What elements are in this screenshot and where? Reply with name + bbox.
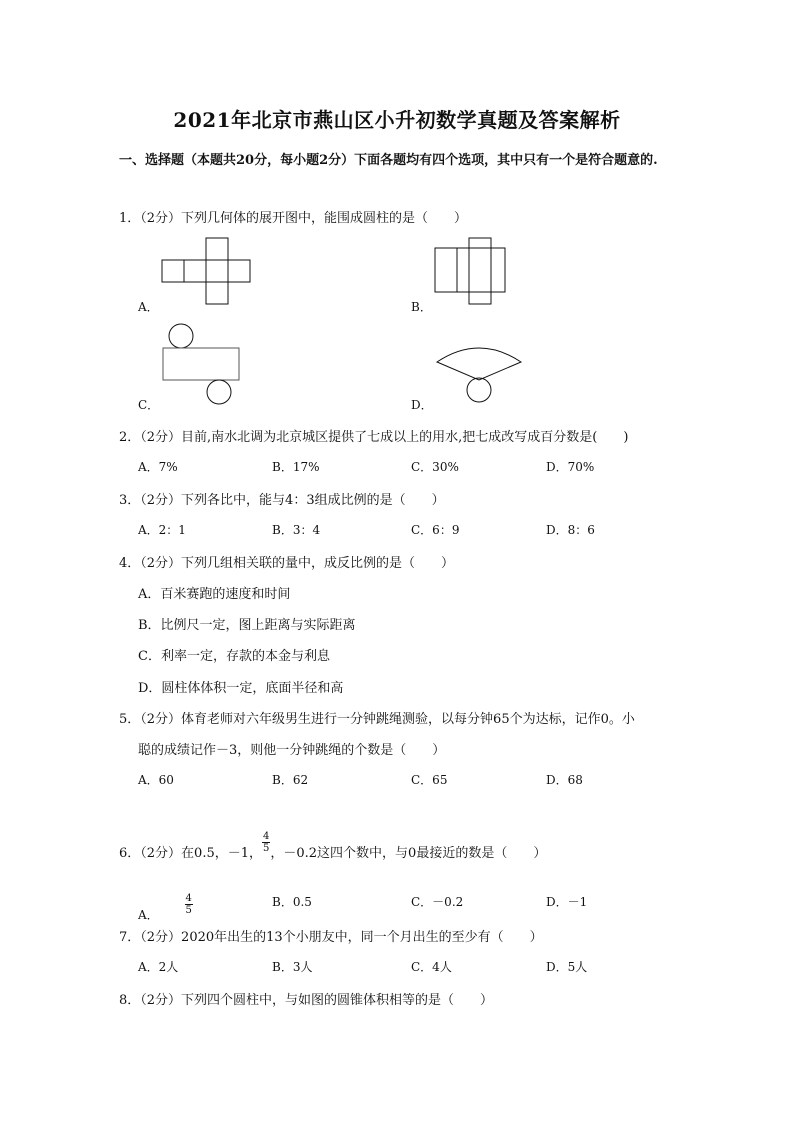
- q7-option-c: C．4人: [411, 960, 452, 974]
- q3-option-b: B．3：4: [272, 523, 321, 537]
- q6-option-a-fraction: [185, 893, 193, 916]
- question-7-text: 7．（2分）2020年出生的13个小朋友中，同一个月出生的至少有（ ）: [119, 930, 543, 945]
- q6-option-b: B．0.5: [272, 895, 312, 909]
- question-3-text: 3．（2分）下列各比中，能与4：3组成比例的是（ ）: [119, 493, 445, 508]
- question-2-text: 2．（2分）目前,南水北调为北京城区提供了七成以上的用水,把七成改写成百分数是( ): [119, 430, 629, 445]
- q5-option-a: A．60: [138, 773, 174, 787]
- q6-option-a-label: A．: [138, 908, 159, 922]
- fraction-denominator: 5: [263, 843, 270, 854]
- q1-option-d-label: D．: [411, 398, 433, 412]
- q5-option-d: D．68: [546, 773, 583, 787]
- option-b-prism-net-figure: [433, 236, 509, 308]
- option-a-cube-net-figure: [160, 236, 260, 308]
- fraction-denominator: 5: [185, 905, 192, 916]
- question-5-text-line2: 聪的成绩记作－3，则他一分钟跳绳的个数是（ ）: [138, 743, 446, 758]
- fraction-numerator: 4: [185, 893, 192, 904]
- q7-option-d: D．5人: [546, 960, 588, 974]
- fraction-numerator: 4: [263, 831, 270, 842]
- q4-option-d: D．圆柱体体积一定，底面半径和高: [138, 681, 344, 696]
- q4-option-b: B．比例尺一定，图上距离与实际距离: [138, 618, 356, 633]
- question-6-text-post: ，－0.2这四个数中，与0最接近的数是（ ）: [270, 846, 547, 861]
- q4-option-a: A．百米赛跑的速度和时间: [138, 587, 291, 602]
- q2-option-b: B．17%: [272, 460, 320, 474]
- option-c-cylinder-net-figure: [160, 322, 244, 406]
- question-8-text: 8．（2分）下列四个圆柱中，与如图的圆锥体积相等的是（ ）: [119, 993, 494, 1008]
- question-6-text: [119, 831, 546, 861]
- q2-option-d: D．70%: [546, 460, 595, 474]
- q2-option-c: C．30%: [411, 460, 459, 474]
- q3-option-c: C．6：9: [411, 523, 460, 537]
- q6-option-c: C．－0.2: [411, 895, 464, 909]
- question-1-text: 1．（2分）下列几何体的展开图中，能围成圆柱的是（ ）: [119, 211, 468, 226]
- option-d-cone-net-figure: [434, 340, 526, 406]
- q1-option-b-label: B．: [411, 300, 432, 314]
- page-title: 2021年北京市燕山区小升初数学真题及答案解析: [173, 108, 621, 132]
- q5-option-b: B．62: [272, 773, 309, 787]
- q4-option-c: C．利率一定，存款的本金与利息: [138, 649, 330, 664]
- question-6-text-pre: 6．（2分）在0.5，－1，: [119, 846, 262, 861]
- q6-option-a: [138, 893, 193, 923]
- question-4-text: 4．（2分）下列几组相关联的量中，成反比例的是（ ）: [119, 556, 455, 571]
- q2-option-a: A．7%: [138, 460, 178, 474]
- q7-option-a: A．2人: [138, 960, 179, 974]
- question-5-text-line1: 5．（2分）体育老师对六年级男生进行一分钟跳绳测验，以每分钟65个为达标，记作0。小: [119, 712, 635, 727]
- q3-option-a: A．2：1: [138, 523, 186, 537]
- q3-option-d: D．8：6: [546, 523, 595, 537]
- q7-option-b: B．3人: [272, 960, 313, 974]
- q5-option-c: C．65: [411, 773, 448, 787]
- q6-option-d: D．－1: [546, 895, 588, 909]
- q1-option-c-label: C．: [138, 398, 160, 412]
- q1-option-a-label: A．: [138, 300, 159, 314]
- section-heading: 一、选择题（本题共20分，每小题2分）下面各题均有四个选项，其中只有一个是符合题意的.: [119, 153, 658, 168]
